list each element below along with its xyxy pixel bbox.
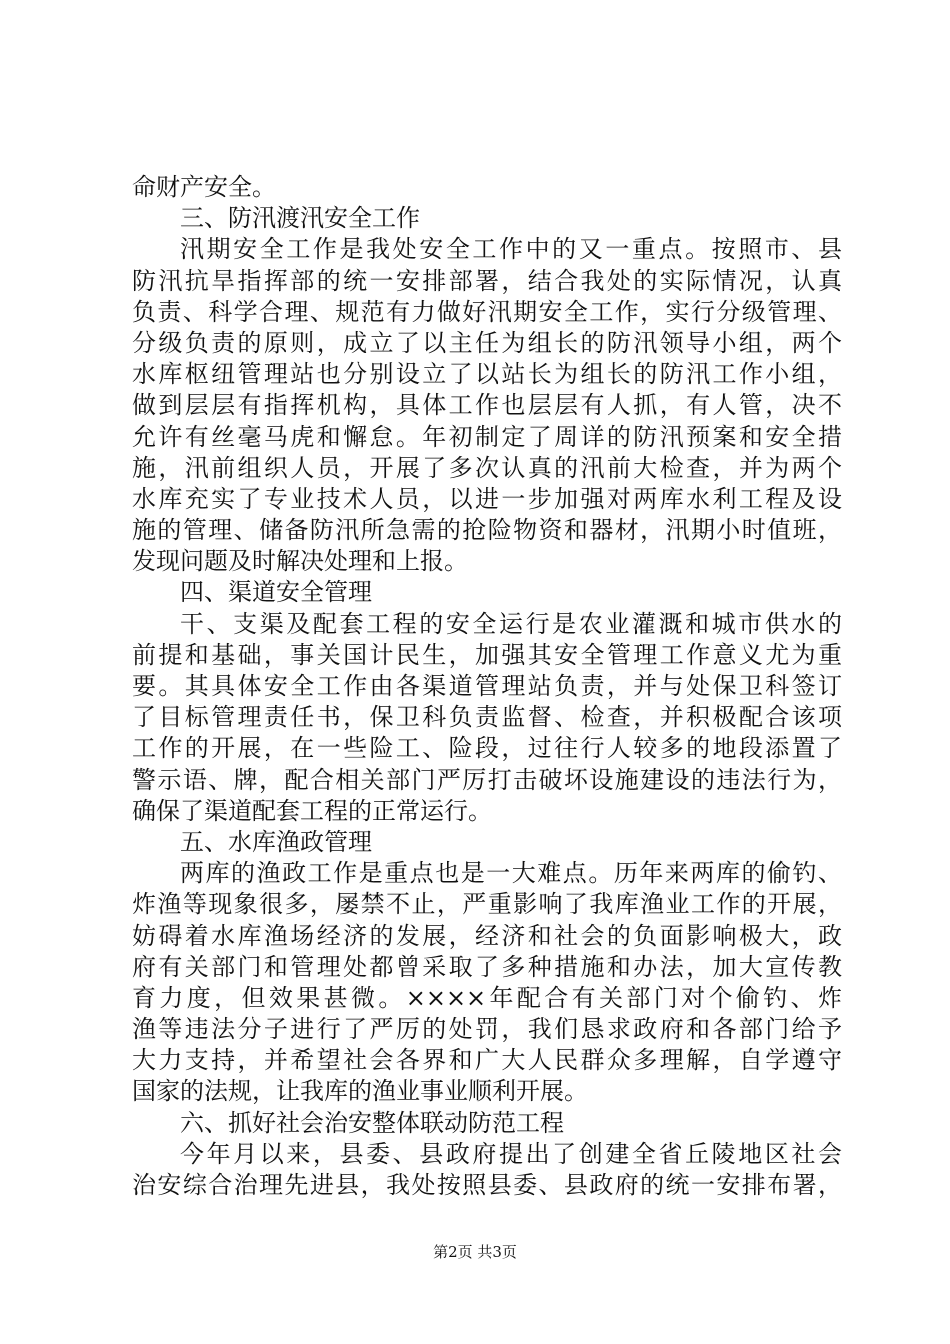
section-heading: 六、抓好社会治安整体联动防范工程 [180,1108,564,1137]
text-line: 发现问题及时解决处理和上报。 [132,547,468,576]
text-line: 前提和基础，事关国计民生，加强其安全管理工作意义尤为重 [132,640,842,669]
text-line: 今年月以来，县委、县政府提出了创建全省丘陵地区社会 [180,1139,842,1168]
text-line: 育力度，但效果甚微。××××年配合有关部门对个偷钓、炸 [132,983,842,1012]
text-line: 防汛抗旱指挥部的统一安排部署，结合我处的实际情况，认真 [132,266,842,295]
text-line: 允许有丝毫马虎和懈怠。年初制定了周详的防汛预案和安全措 [132,422,842,451]
text-line: 炸渔等现象很多，屡禁不止，严重影响了我库渔业工作的开展， [132,890,842,919]
section-heading: 四、渠道安全管理 [180,578,372,607]
text-line: 府有关部门和管理处都曾采取了多种措施和办法，加大宣传教 [132,952,842,981]
page-footer: 第2页 共3页 [433,1243,517,1261]
text-line: 渔等违法分子进行了严厉的处罚，我们恳求政府和各部门给予 [132,1015,842,1044]
text-line: 工作的开展，在一些险工、险段，过往行人较多的地段添置了 [132,734,842,763]
text-line: 干、支渠及配套工程的安全运行是农业灌溉和城市供水的 [180,609,842,638]
document-body [132,172,842,1201]
text-line: 分级负责的原则，成立了以主任为组长的防汛领导小组，两个 [132,328,842,357]
text-line: 水库充实了专业技术人员，以进一步加强对两库水利工程及设 [132,484,842,513]
text-line: 国家的法规，让我库的渔业事业顺利开展。 [132,1077,588,1106]
text-line: 做到层层有指挥机构，具体工作也层层有人抓，有人管，决不 [132,391,842,420]
section-heading: 五、水库渔政管理 [180,827,372,856]
text-line: 负责、科学合理、规范有力做好汛期安全工作，实行分级管理、 [132,297,842,326]
text-line: 两库的渔政工作是重点也是一大难点。历年来两库的偷钓、 [180,859,842,888]
text-line: 水库枢纽管理站也分别设立了以站长为组长的防汛工作小组， [132,360,842,389]
text-line: 确保了渠道配套工程的正常运行。 [132,796,492,825]
text-line: 警示语、牌，配合相关部门严厉打击破坏设施建设的违法行为， [132,765,842,794]
text-line: 命财产安全。 [132,173,276,201]
text-line: 了目标管理责任书，保卫科负责监督、检查，并积极配合该项 [132,703,842,732]
text-line: 汛期安全工作是我处安全工作中的又一重点。按照市、县 [180,235,842,264]
section-heading: 三、防汛渡汛安全工作 [180,204,420,233]
text-line: 施的管理、储备防汛所急需的抢险物资和器材，汛期小时值班， [132,516,842,545]
text-line: 要。其具体安全工作由各渠道管理站负责，并与处保卫科签订 [132,672,842,700]
text-line: 治安综合治理先进县，我处按照县委、县政府的统一安排布署， [132,1171,842,1199]
text-line: 妨碍着水库渔场经济的发展，经济和社会的负面影响极大，政 [132,921,842,950]
text-line: 施，汛前组织人员，开展了多次认真的汛前大检查，并为两个 [132,453,842,482]
text-line: 大力支持，并希望社会各界和广大人民群众多理解，自学遵守 [132,1046,842,1075]
